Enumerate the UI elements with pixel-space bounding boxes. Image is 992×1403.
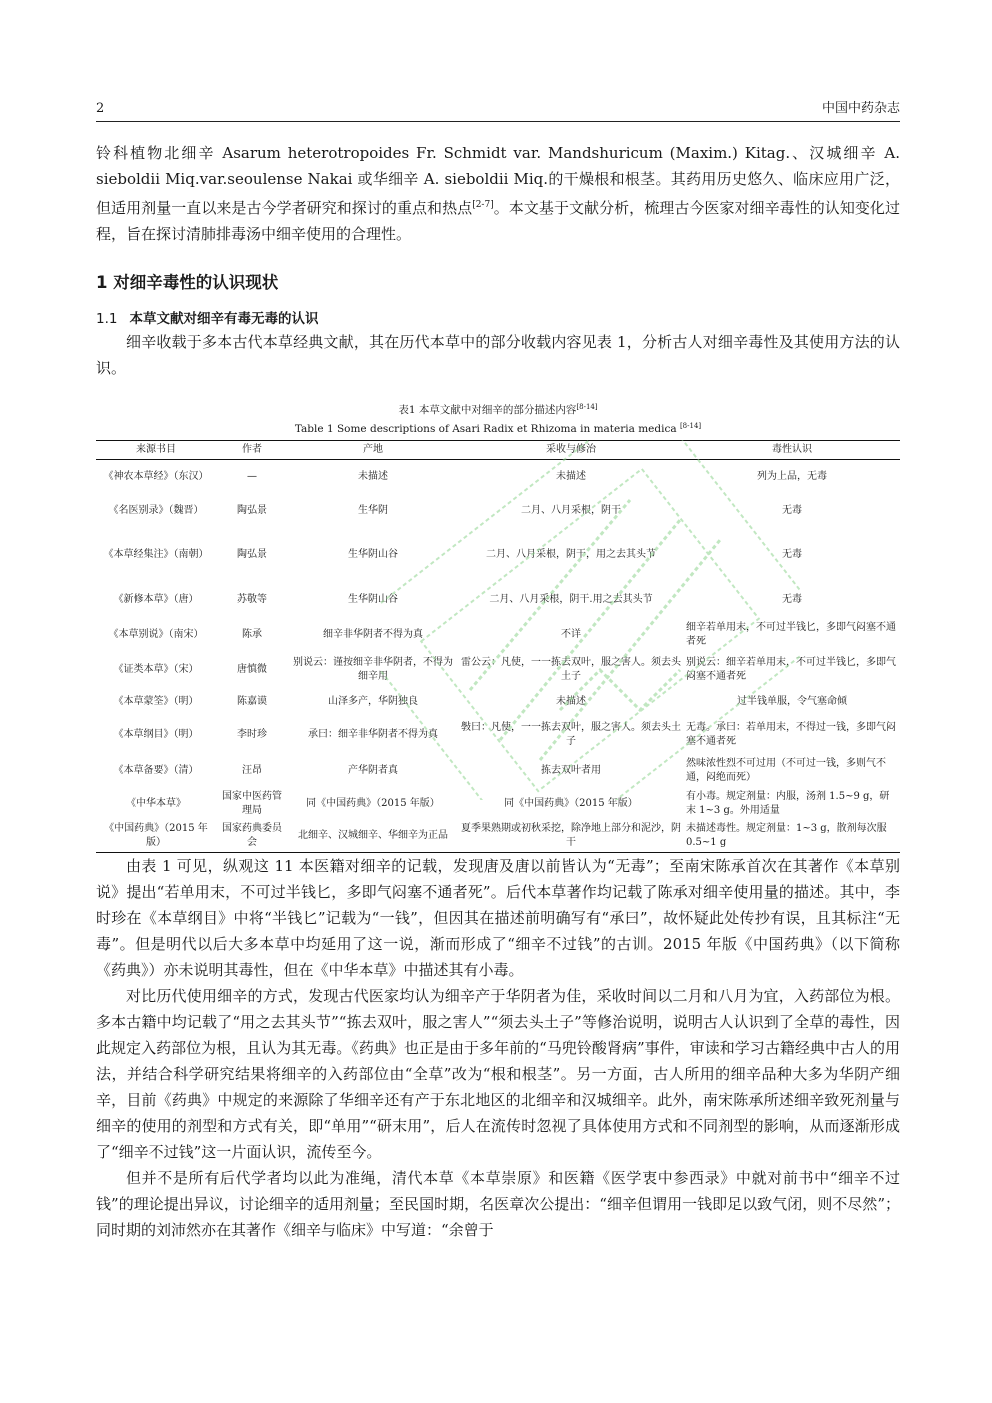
col-origin: 产地 (288, 441, 458, 460)
col-harvest: 采收与修治 (458, 441, 684, 460)
cell-origin: 生华阴 (358, 504, 388, 516)
cell-source: 《本草经集注》（南朝） (103, 548, 209, 560)
cell-source: 《新修本草》（唐） (113, 593, 199, 605)
table-header-row (96, 441, 900, 460)
cell-toxicity: 有小毒。规定剂量：内服，汤剂 1.5~9 g，研末 1~3 g。外用适量 (686, 790, 890, 816)
cell-harvest: 拣去双叶者用 (541, 764, 601, 776)
cell-harvest: 二月、八月采根，阴干，用之去其头节 (486, 548, 656, 560)
intro-text: 铃科植物北细辛 Asarum heterotropoides Fr. Schmidt var. Mandshuricum (Maxim.) Kitag.、汉城细辛 A. sieboldii Miq.var.seoulense Nakai 或华细辛 A. sieboldii Miq.的干燥根和根茎。其药用历史悠久、临床应用广泛，但适用剂量一直以来是古今学者研究和探讨的重点和热点 (96, 144, 900, 217)
table-row (96, 528, 900, 582)
cell-source: 《名医别录》（魏晋） (108, 504, 204, 516)
cell-origin: 同《中国药典》（2015 年版） (306, 797, 440, 809)
col-author: 作者 (216, 441, 288, 460)
table-row (96, 788, 900, 820)
table-row (96, 716, 900, 754)
cell-toxicity: 过半钱单服，令气塞命倾 (737, 695, 847, 707)
page (96, 96, 900, 1243)
cell-author: 苏敬等 (237, 593, 267, 605)
running-header (96, 96, 900, 122)
cell-origin: 北细辛、汉城细辛、华细辛为正品 (288, 820, 458, 853)
col-toxicity: 毒性认识 (684, 441, 900, 460)
cell-harvest: 夏季果熟期或初秋采挖，除净地上部分和泥沙，阴干 (458, 820, 684, 853)
cell-harvest: 斅曰：凡使，一一拣去双叶，服之害人。须去头土子 (461, 721, 681, 747)
cell-toxicity: 未描述毒性。规定剂量：1~3 g，散剂每次服 0.5~1 g (684, 820, 900, 853)
cell-toxicity: 无毒 (782, 593, 802, 605)
cell-origin: 承曰：细辛非华阴者不得为真 (308, 728, 438, 740)
table-caption-en (96, 418, 900, 437)
cell-toxicity: 然味浓性烈不可过用（不可过一钱，多则气不通，闷绝而死） (686, 757, 886, 783)
caption-zh-text: 表1 本草文献中对细辛的部分描述内容 (398, 404, 577, 416)
table-row (96, 618, 900, 652)
journal-name: 中国中药杂志 (821, 101, 900, 116)
cell-toxicity: 别说云：细辛若单用末，不可过半钱匕，多即气闷塞不通者死 (686, 656, 896, 682)
cell-author: 汪昂 (242, 764, 262, 776)
table-row (96, 494, 900, 528)
page-number: 2 (96, 101, 105, 116)
cell-harvest: 二月、八月采根，阴干.用之去其头节 (489, 593, 653, 605)
caption-en-text: Table 1 Some descriptions of Asari Radix et Rhizoma in materia medica (294, 423, 677, 435)
cell-harvest: 雷公云：凡使，一一拣去双叶，服之害人。须去头土子 (461, 656, 681, 682)
table-caption-zh (96, 399, 900, 418)
col-source: 来源书目 (96, 441, 216, 460)
cell-toxicity: 细辛若单用末，不可过半钱匕，多即气闷塞不通者死 (686, 621, 896, 647)
cell-author: 唐慎微 (237, 663, 267, 675)
cell-source: 《本草备要》（清） (113, 764, 199, 776)
table-row (96, 754, 900, 788)
cell-harvest: 二月、八月采根，阴干 (521, 504, 621, 516)
cell-author: 陈承 (242, 628, 262, 640)
intro-tail: 。本文基于文献分析，梳理古今医家对细辛毒性的认知变化过程，旨在探讨清肺排毒汤中细辛使用的合理性。 (96, 199, 900, 243)
caption-en-ref: [8-14] (679, 422, 702, 430)
cell-author: 陈嘉谟 (237, 695, 267, 707)
cell-toxicity: 无毒 (782, 548, 802, 560)
section-1-1-heading (96, 307, 900, 327)
cell-source: 《本草蒙筌》（明） (113, 695, 199, 707)
cell-source: 《本草纲目》（明） (113, 728, 199, 740)
table-row (96, 460, 900, 494)
table-row (96, 582, 900, 618)
table-row (96, 820, 900, 853)
table-intro-paragraph: 细辛收载于多本古代本草经典文献，其在历代本草中的部分收载内容见表 1，分析古人对细辛毒性及其使用方法的认识。 (96, 333, 900, 377)
cell-toxicity: 列为上品，无毒 (757, 470, 827, 482)
cell-toxicity: 无毒 (782, 504, 802, 516)
section-number: 1.1 (96, 311, 118, 327)
cell-origin: 山泽多产，华阴独良 (328, 695, 418, 707)
cell-author: 国家中医药管理局 (222, 790, 282, 816)
caption-zh-ref: [8-14] (576, 403, 598, 411)
cell-author: 李时珍 (237, 728, 267, 740)
cell-harvest: 不详 (561, 628, 581, 640)
cell-origin: 未描述 (358, 470, 388, 482)
intro-paragraph (96, 140, 900, 247)
paragraph-usage-comparison: 对比历代使用细辛的方式，发现古代医家均认为细辛产于华阴者为佳，采收时间以二月和八月为宜，入药部位为根。多本古籍中均记载了“用之去其头节”“拣去双叶，服之害人”“须去头土子”等修治说明，说明古人认识到了全草的毒性，因此规定入药部位为根，且认为其无毒。《药典》也正是由于多年前的“马兜铃酸肾病”事件，审读和学习古籍经典中古人的用法，并结合科学研究结果将细辛的入药部位由“全草”改为“根和根茎”。另一方面，古人所用的细辛品种大多为华阴产细辛，目前《药典》中规定的来源除了华细辛还有产于东北地区的北细辛和汉城细辛。此外，南宋陈承所述细辛致死剂量与细辛的使用的剂型和方式有关，即“单用”“研末用”，后人在流传时忽视了具体使用方式和不同剂型的影响，从而逐渐形成了“细辛不过钱”这一片面认识，流传至今。 (96, 986, 900, 1161)
cell-origin: 生华阴山谷 (348, 593, 398, 605)
cell-author: 陶弘景 (237, 504, 267, 516)
cell-source: 《中华本草》 (126, 797, 186, 809)
cell-source: 《证类本草》（宋） (113, 663, 199, 675)
table-row (96, 688, 900, 716)
cell-harvest: 同《中国药典》（2015 年版） (504, 797, 638, 809)
cell-harvest: 未描述 (556, 695, 586, 707)
section-1-heading: 1 对细辛毒性的认识现状 (96, 273, 279, 292)
paragraph-later-scholars: 但并不是所有后代学者均以此为准绳，清代本草《本草崇原》和医籍《医学衷中参西录》中就对前书中“细辛不过钱”的理论提出异议，讨论细辛的适用剂量；至民国时期，名医章次公提出：“细辛但谓用一钱即足以致气闭，则不尽然”；同时期的刘沛然亦在其著作《细辛与临床》中写道：“余曾于 (96, 1168, 900, 1239)
cell-origin: 产华阴者真 (348, 764, 398, 776)
cell-origin: 别说云：谨按细辛非华阴者，不得为细辛用 (293, 656, 453, 682)
cell-harvest: 未描述 (556, 470, 586, 482)
cell-source: 《本草别说》（南宋） (108, 628, 204, 640)
paragraph-table-analysis: 由表 1 可见，纵观这 11 本医籍对细辛的记载，发现唐及唐以前皆认为“无毒”；至南宋陈承首次在其著作《本草别说》提出“若单用末，不可过半钱匕，多即气闷塞不通者死”。后代本草著作均记载了陈承对细辛使用量的描述。其中，李时珍在《本草纲目》中将“半钱匕”记载为“一钱”，但因其在描述前明确写有“承曰”，故怀疑此处传抄有误，且其标注“无毒”。但是明代以后大多本草中均延用了这一说，渐而形成了“细辛不过钱”的古训。2015 年版《中国药典》（以下简称《药典》）亦未说明其毒性，但在《中华本草》中描述其有小毒。 (96, 856, 900, 979)
cell-source: 《神农本草经》（东汉） (103, 470, 209, 482)
cell-origin: 生华阴山谷 (348, 548, 398, 560)
cell-author: 陶弘景 (237, 548, 267, 560)
materia-medica-table (96, 440, 900, 853)
cell-author: 国家药典委员会 (216, 820, 288, 853)
cell-author: — (247, 470, 257, 482)
cell-origin: 细辛非华阴者不得为真 (323, 628, 423, 640)
intro-reference: [2-7] (472, 200, 494, 210)
cell-toxicity: 无毒。承曰：若单用末，不得过一钱，多即气闷塞不通者死 (686, 721, 896, 747)
cell-source: 《中国药典》（2015 年版） (96, 820, 216, 853)
section-title: 本草文献对细辛有毒无毒的认识 (129, 311, 319, 327)
table-row (96, 652, 900, 688)
